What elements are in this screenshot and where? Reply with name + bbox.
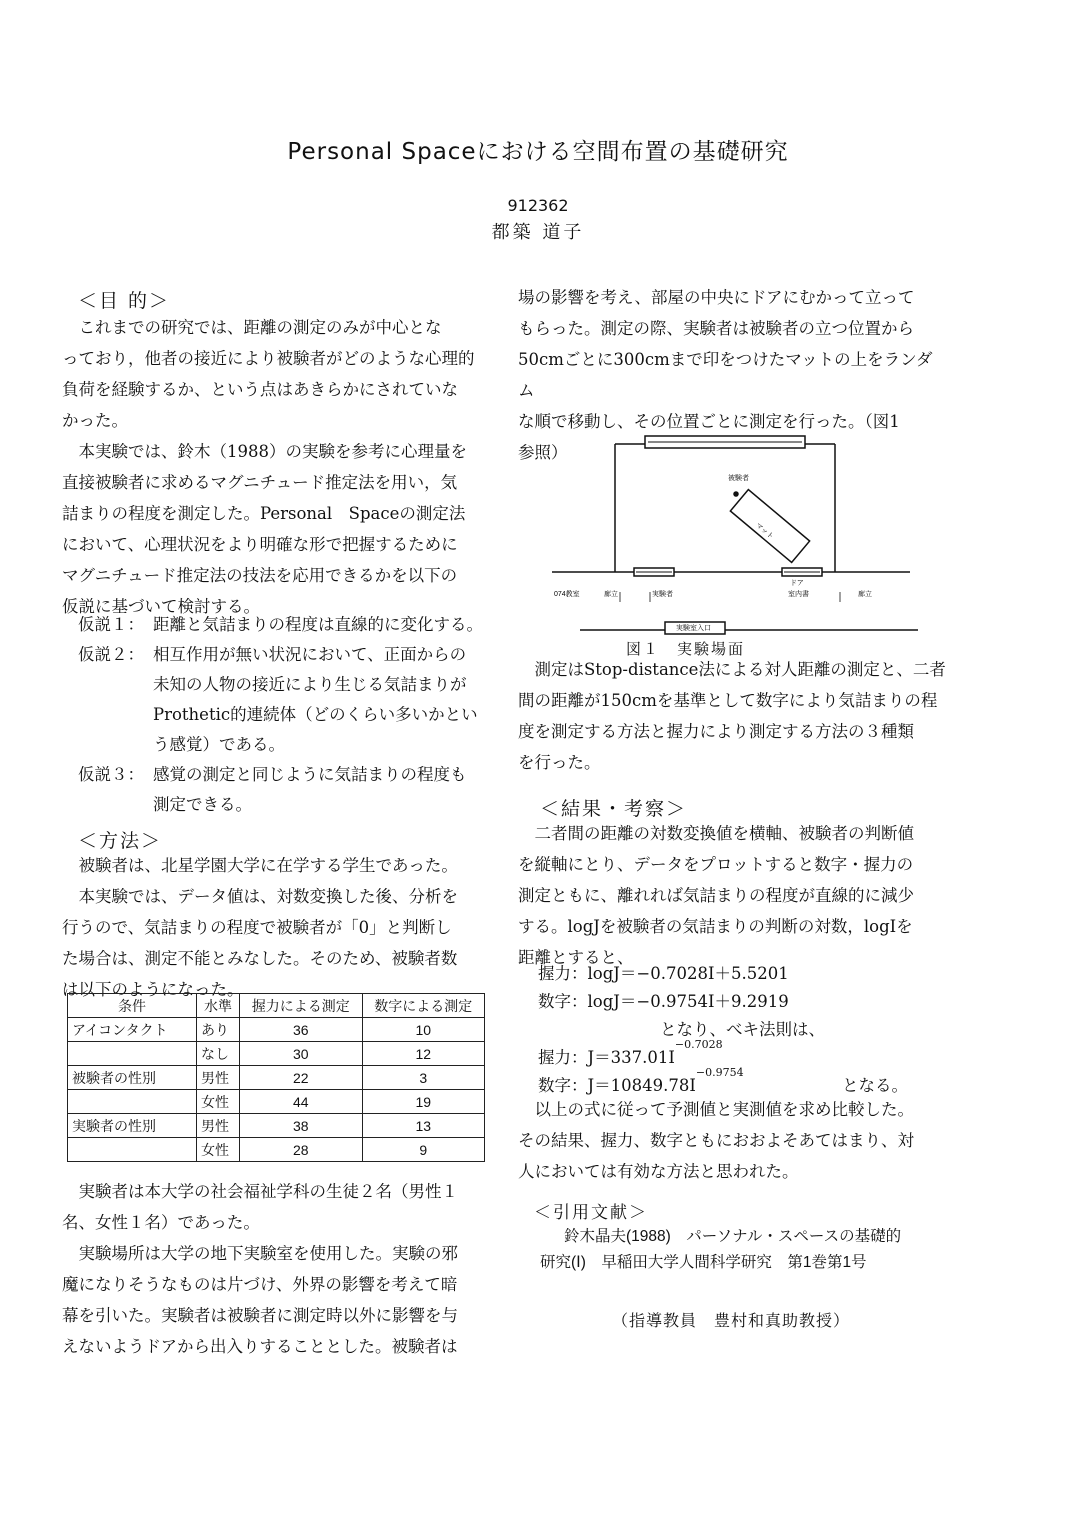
advisor-note: （指導教員 豊村和真助教授） xyxy=(612,1311,851,1330)
equation-exponent: −0.9754 xyxy=(695,1066,744,1079)
equation-end-text: となる。 xyxy=(842,1076,908,1095)
table-header-row xyxy=(68,994,485,1018)
text-line: 感覚の測定と同じように気詰まりの程度も xyxy=(153,765,467,784)
text-line: 被験者は、北星学園大学に在学する学生であった。 xyxy=(62,856,458,875)
text-line: 直接被験者に求めるマグニチュード推定法を用い，気 xyxy=(62,473,458,492)
text-line: 二者間の距離の対数変換値を横軸、被験者の判断値 xyxy=(518,824,914,843)
text-line: 魔になりそうなものは片づけ、外界の影響を考えて暗 xyxy=(62,1275,458,1294)
table-row xyxy=(68,1090,485,1114)
text-line: えないようドアから出入りすることとした。被験者は xyxy=(62,1337,458,1356)
table-cell: 被験者の性別 xyxy=(68,1066,197,1090)
text-line: 人においては有効な方法と思われた。 xyxy=(518,1162,799,1181)
purpose-heading: ＜目 的＞ xyxy=(78,290,171,312)
text-line: を行った。 xyxy=(518,753,601,772)
text-line: 参照） xyxy=(518,443,568,462)
text-line: 以上の式に従って予測値と実測値を求め比較した。 xyxy=(518,1100,914,1119)
table-cell: 30 xyxy=(240,1042,363,1066)
entrance-label: 実験室入口 xyxy=(676,625,711,632)
student-id: 912362 xyxy=(507,196,569,215)
hypothesis-label: 仮説２： xyxy=(78,645,144,664)
table-cell xyxy=(68,1042,197,1066)
text-line: 行うので、気詰まりの程度で被験者が「0」と判断し xyxy=(62,918,452,937)
text-line: っており，他者の接近により被験者がどのような心理的 xyxy=(62,349,475,368)
table-row xyxy=(68,1042,485,1066)
table-cell: 男性 xyxy=(197,1066,240,1090)
text-line: 仮説に基づいて検討する。 xyxy=(62,597,260,616)
reference-text: 鈴木晶夫(1988) パーソナル・スペースの基礎的 xyxy=(564,1228,902,1245)
table-cell: 実験者の性別 xyxy=(68,1114,197,1138)
text-line: 本実験では、鈴木（1988）の実験を参考に心理量を xyxy=(62,442,467,461)
table-cell: 19 xyxy=(362,1090,485,1114)
corridor-label-5: 廊立 xyxy=(858,591,872,598)
table-cell: なし xyxy=(197,1042,240,1066)
text-line: Prothetic的連続体（どのくらい多いかとい xyxy=(153,705,478,724)
equation-base: 握力：J＝337.01I xyxy=(538,1048,675,1067)
purpose-paragraph-1 xyxy=(62,312,492,436)
column-header: 水準 xyxy=(197,994,240,1018)
method-heading: ＜方法＞ xyxy=(78,830,163,852)
text-line: を縦軸にとり、データをプロットすると数字・握力の xyxy=(518,855,914,874)
text-line: 未知の人物の接近により生じる気詰まりが xyxy=(153,675,467,694)
corridor-label-1: 074教室 xyxy=(554,591,580,598)
table-cell: アイコンタクト xyxy=(68,1018,197,1042)
hypothesis-2 xyxy=(78,640,498,760)
text-line: において、心理状況をより明確な形で把握するために xyxy=(62,535,458,554)
hypothesis-3 xyxy=(78,760,498,820)
table-cell: 36 xyxy=(240,1018,363,1042)
table-cell: 女性 xyxy=(197,1138,240,1162)
text-line: う感覚）である。 xyxy=(153,735,285,754)
experiment-room-diagram xyxy=(540,430,920,660)
table-cell: 12 xyxy=(362,1042,485,1066)
results-paragraph-1 xyxy=(518,818,948,973)
table-cell: 女性 xyxy=(197,1090,240,1114)
results-heading: ＜結果・考察＞ xyxy=(540,798,688,820)
text-line: 本実験では、データ値は、対数変換した後、分析を xyxy=(62,887,458,906)
measurement-paragraph xyxy=(518,654,948,778)
author-name: 都築 道子 xyxy=(491,222,585,243)
equation-number-power xyxy=(538,1066,744,1096)
table-cell: あり xyxy=(197,1018,240,1042)
table-cell: 44 xyxy=(240,1090,363,1114)
table-cell: 28 xyxy=(240,1138,363,1162)
column-header: 条件 xyxy=(68,994,197,1018)
text-line: 距離と気詰まりの程度は直線的に変化する。 xyxy=(153,615,483,634)
reference-text: 研究(Ⅰ) 早稲田大学人間科学研究 第1巻第1号 xyxy=(540,1254,867,1271)
text-line: 50cmごとに300cmまで印をつけたマットの上をランダム xyxy=(518,350,933,400)
equation-number-log: 数字：logJ＝−0.9754I＋9.2919 xyxy=(538,992,789,1011)
text-line: 幕を引いた。実験者は被験者に測定時以外に影響を与 xyxy=(62,1306,458,1325)
text-line: 測定ともに、離れれば気詰まりの程度が直線的に減少 xyxy=(518,886,914,905)
text-line: 負荷を経験するか、という点はあきらかにされていな xyxy=(62,380,458,399)
text-line: これまでの研究では、距離の測定のみが中心とな xyxy=(62,318,442,337)
hypothesis-label: 仮説３： xyxy=(78,765,144,784)
text-line: その結果、握力、数字ともにおおよそあてはまり、対 xyxy=(518,1131,914,1150)
table-cell: 10 xyxy=(362,1018,485,1042)
text-line: は以下のようになった。 xyxy=(62,980,244,999)
text-line: 場の影響を考え、部屋の中央にドアにむかって立って xyxy=(518,288,915,307)
hypothesis-1 xyxy=(78,610,498,640)
corridor-label-4: 室内書 xyxy=(788,591,809,598)
text-line: 間の距離が150cmを基準として数字により気詰まりの程 xyxy=(518,691,938,710)
equation-exponent: −0.7028 xyxy=(674,1038,723,1051)
corridor-label-3: 実験者 xyxy=(652,591,673,598)
table-cell: 22 xyxy=(240,1066,363,1090)
subject-marker xyxy=(734,492,738,496)
text-line: マグニチュード推定法の技法を応用できるかを以下の xyxy=(62,566,458,585)
corridor-label-2: 廊立 xyxy=(604,591,618,598)
figure-caption: 図１ 実験場面 xyxy=(626,640,746,658)
table-cell: 男性 xyxy=(197,1114,240,1138)
text-line: 相互作用が無い状況において、正面からの xyxy=(153,645,467,664)
mat xyxy=(730,490,809,563)
text-line: 測定できる。 xyxy=(153,795,252,814)
table-cell xyxy=(68,1090,197,1114)
table-cell: 13 xyxy=(362,1114,485,1138)
table-row xyxy=(68,1018,485,1042)
text-line: 詰まりの程度を測定した。Personal Spaceの測定法 xyxy=(62,504,466,523)
text-line: 距離とすると、 xyxy=(518,948,634,967)
results-paragraph-2 xyxy=(518,1094,948,1187)
table-row xyxy=(68,1066,485,1090)
power-law-intro: となり、べキ法則は、 xyxy=(660,1020,825,1039)
references-heading: ＜引用文献＞ xyxy=(534,1203,648,1223)
table-row xyxy=(68,1114,485,1138)
text-line: かった。 xyxy=(62,411,128,430)
text-line: 実験者は本大学の社会福祉学科の生徒２名（男性１ xyxy=(62,1182,458,1201)
text-line: た場合は、測定不能とみなした。そのため、被験者数 xyxy=(62,949,458,968)
hypotheses-list xyxy=(78,610,498,820)
text-line: 実験場所は大学の地下実験室を使用した。実験の邪 xyxy=(62,1244,458,1263)
reference-line xyxy=(540,1224,901,1276)
text-line: 測定はStop-distance法による対人距離の測定と、二者 xyxy=(518,660,946,679)
table-cell: 3 xyxy=(362,1066,485,1090)
text-line: もらった。測定の際、実験者は被験者の立つ位置から xyxy=(518,319,914,338)
equation-grip-log: 握力：logJ＝−0.7028I＋5.5201 xyxy=(538,964,789,983)
text-line: 名、女性１名）であった。 xyxy=(62,1213,260,1232)
door-label: ドア xyxy=(790,580,804,587)
subjects-table xyxy=(67,993,485,1162)
method-paragraph-1 xyxy=(62,850,492,1005)
column-header: 数字による測定 xyxy=(362,994,485,1018)
hypothesis-label: 仮説１： xyxy=(78,615,144,634)
table-cell: 9 xyxy=(362,1138,485,1162)
purpose-paragraph-2 xyxy=(62,436,492,622)
mat-label: マット xyxy=(754,522,775,541)
equation-grip-power xyxy=(538,1038,723,1068)
text-line: 度を測定する方法と握力により測定する方法の３種類 xyxy=(518,722,914,741)
column-header: 握力による測定 xyxy=(240,994,363,1018)
text-line: する。logJを被験者の気詰まりの判断の対数，logIを xyxy=(518,917,913,936)
subject-label: 被験者 xyxy=(728,475,749,482)
table-row xyxy=(68,1138,485,1162)
table-cell xyxy=(68,1138,197,1162)
paper-title: Personal Spaceにおける空間布置の基礎研究 xyxy=(287,139,789,165)
text-line: な順で移動し、その位置ごとに測定を行った。（図1 xyxy=(518,412,900,431)
method-paragraph-2 xyxy=(62,1176,492,1362)
table-cell: 38 xyxy=(240,1114,363,1138)
equation-base: 数字：J＝10849.78I xyxy=(538,1076,696,1095)
